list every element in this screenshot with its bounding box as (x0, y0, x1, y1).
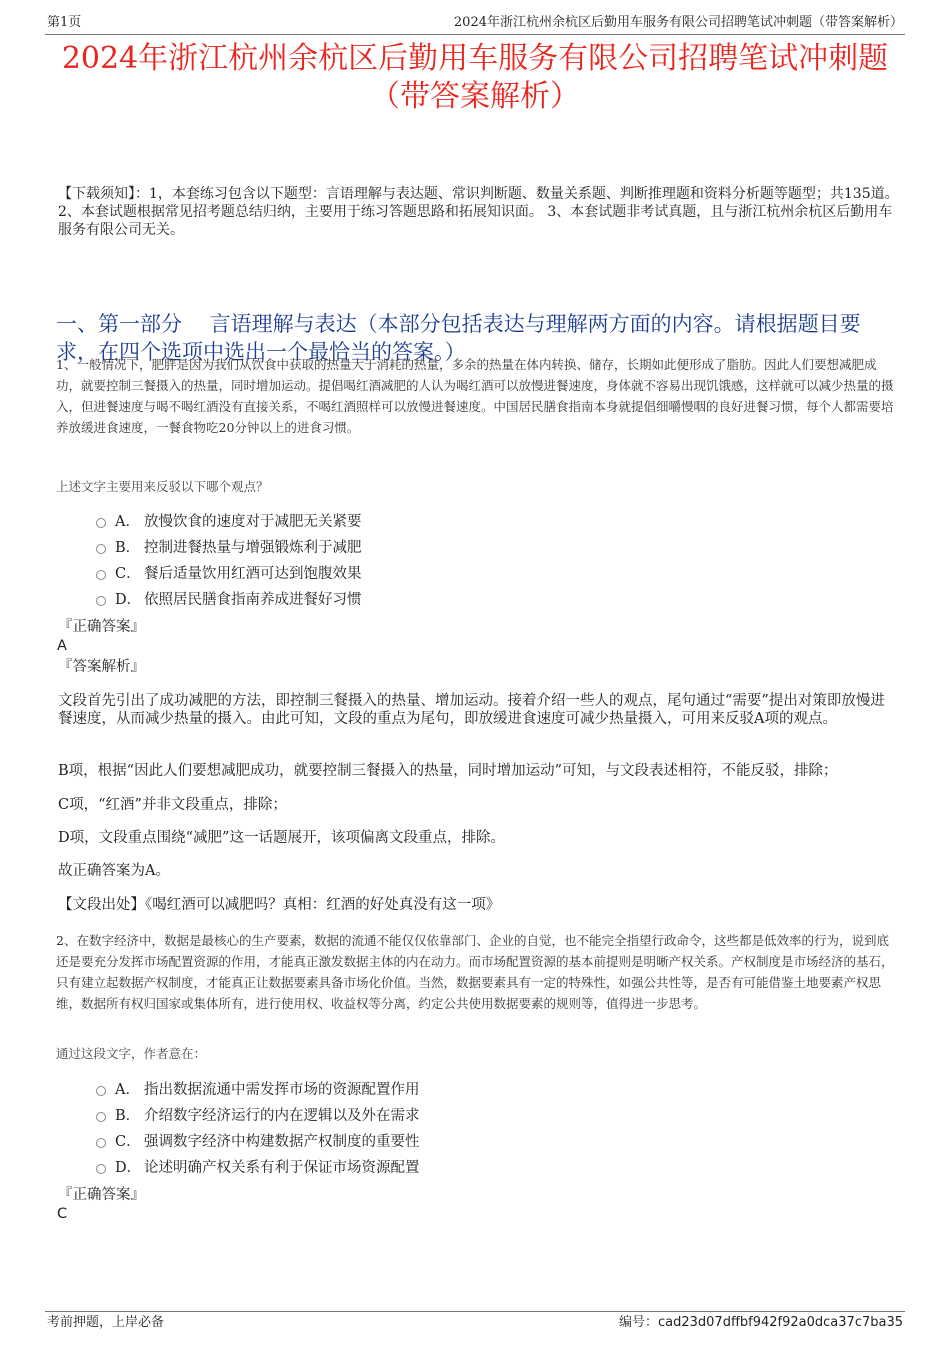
page-number: 第1页 (47, 15, 82, 30)
option-letter: D． (115, 1160, 142, 1176)
option-text: 依照居民膳食指南养成进餐好习惯 (144, 592, 362, 608)
question-2-stem: 2、在数字经济中，数据是最核心的生产要素，数据的流通不能仅仅依靠部门、企业的自觉，也不能完全指望行政命令，这些都是低效率的行为，说到底还是要充分发挥市场配置资源的作用，才能真正激发数据主体的内在动力。而市场配置资源的基本前提则是明晰产权关系。产权制度是市场经济的基石，只有建立起数据产权制度，才能真正让数据要素具备市场化价值。当然，数据要素具有一定的特殊性，如强公共性等，是否有可能借鉴土地要素产权思维，数据所有权归国家或集体所有，进行使用权、收益权等分离，约定公共使用数据要素的规则等，值得进一步思考。 (56, 933, 894, 1011)
option-d[interactable] (96, 587, 890, 613)
option-letter: B． (115, 1108, 141, 1124)
option-letter: D． (115, 592, 142, 608)
option-text: 论述明确产权关系有利于保证市场资源配置 (144, 1160, 420, 1176)
analysis-paragraph: 故正确答案为A。 (58, 863, 170, 879)
option-text: 控制进餐热量与增强锻炼利于减肥 (144, 540, 362, 556)
radio-button[interactable] (96, 596, 106, 606)
code-value: cad23d07dffbf942f92a0dca37c7ba35 (658, 1315, 903, 1330)
option-c[interactable] (96, 1129, 890, 1155)
option-text: 放慢饮食的速度对于减肥无关紧要 (144, 514, 362, 530)
option-text: 介绍数字经济运行的内在逻辑以及外在需求 (144, 1108, 420, 1124)
analysis-paragraph: 文段首先引出了成功减肥的方法，即控制三餐摄入的热量、增加运动。接着介绍一些人的观点，尾句通过“需要”提出对策即放慢进餐速度，从而减少热量的摄入。由此可知，文段的重点为尾句，即放缓进食速度可减少热量摄入，可用来反驳A项的观点。 (58, 693, 885, 727)
answer-label: 『正确答案』 (58, 619, 145, 635)
header-doc-title: 2024年浙江杭州余杭区后勤用车服务有限公司招聘笔试冲刺题（带答案解析） (453, 15, 903, 30)
answer-label: 『正确答案』 (58, 1187, 145, 1203)
question-2-ask: 通过这段文字，作者意在： (56, 1046, 207, 1061)
option-a[interactable] (96, 509, 890, 535)
analysis-paragraph: B项，根据“因此人们要想减肥成功，就要控制三餐摄入的热量，同时增加运动”可知，与文段表述相符，不能反驳，排除； (58, 763, 838, 779)
source-citation: 【文段出处】《喝红酒可以减肥吗？真相：红酒的好处真没有这一项》 (58, 897, 501, 913)
question-1-ask: 上述文字主要用来反驳以下哪个观点？ (56, 479, 269, 494)
correct-answer: C (57, 1206, 68, 1222)
analysis-paragraph: D项，文段重点围绕“减肥”这一话题展开，该项偏离文段重点，排除。 (58, 830, 505, 846)
analysis-paragraph: C项，“红酒”并非文段重点，排除； (58, 797, 287, 813)
page-footer (45, 1311, 905, 1332)
radio-button[interactable] (96, 1164, 106, 1174)
footer-code (619, 1314, 903, 1332)
title-line-2: （带答案解析） (370, 79, 580, 114)
page-header (45, 14, 905, 35)
radio-button[interactable] (96, 544, 106, 554)
option-text: 餐后适量饮用红酒可达到饱腹效果 (144, 566, 362, 582)
option-c[interactable] (96, 561, 890, 587)
option-b[interactable] (96, 535, 890, 561)
title-line-1: 2024年浙江杭州余杭区后勤用车服务有限公司招聘笔试冲刺题 (61, 41, 889, 76)
option-letter: A． (115, 1082, 140, 1098)
question-2-options (96, 1077, 890, 1181)
radio-button[interactable] (96, 1138, 106, 1148)
radio-button[interactable] (96, 1112, 106, 1122)
document-title (40, 40, 910, 116)
section-title: 一、第一部分 言语理解与表达（本部分包括表达与理解两方面的内容。请根据题目要求，在四个选项中选出一个最恰当的答案。） (56, 312, 861, 364)
option-letter: A． (115, 514, 140, 530)
option-text: 指出数据流通中需发挥市场的资源配置作用 (144, 1082, 420, 1098)
footer-slogan: 考前押题，上岸必备 (47, 1315, 165, 1330)
radio-button[interactable] (96, 570, 106, 580)
code-label: 编号： (618, 1315, 658, 1330)
question-1-options (96, 509, 890, 613)
option-letter: B． (115, 540, 141, 556)
analysis-label: 『答案解析』 (58, 659, 145, 675)
correct-answer: A (57, 638, 67, 654)
option-a[interactable] (96, 1077, 890, 1103)
option-b[interactable] (96, 1103, 890, 1129)
radio-button[interactable] (96, 1086, 106, 1096)
radio-button[interactable] (96, 518, 106, 528)
download-notice: 【下载须知】：1，本套练习包含以下题型：言语理解与表达题、常识判断题、数量关系题、判断推理题和资料分析题等题型；共135道。 2、本套试题根据常见招考题总结归纳，主要用于练习答题思路和拓展知识面。 3、本套试题非考试真题，且与浙江杭州余杭区后勤用车服务有限公司无关。 (58, 186, 899, 238)
option-letter: C． (115, 1134, 141, 1150)
option-d[interactable] (96, 1155, 890, 1181)
question-1-stem: 1、一般情况下，肥胖是因为我们从饮食中获取的热量大于消耗的热量，多余的热量在体内转换、储存，长期如此便形成了脂肪。因此人们要想减肥成功，就要控制三餐摄入的热量，同时增加运动。提倡喝红酒减肥的人认为喝红酒可以放慢进餐速度，身体就不容易出现饥饿感，这样就可以减少热量的摄入，但进餐速度与喝不喝红酒没有直接关系，不喝红酒照样可以放慢进餐速度。中国居民膳食指南本身就提倡细嚼慢咽的良好进餐习惯，每个人都需要培养放缓进食速度，一餐食物吃20分钟以上的进食习惯。 (56, 357, 894, 435)
option-letter: C． (115, 566, 141, 582)
option-text: 强调数字经济中构建数据产权制度的重要性 (144, 1134, 420, 1150)
